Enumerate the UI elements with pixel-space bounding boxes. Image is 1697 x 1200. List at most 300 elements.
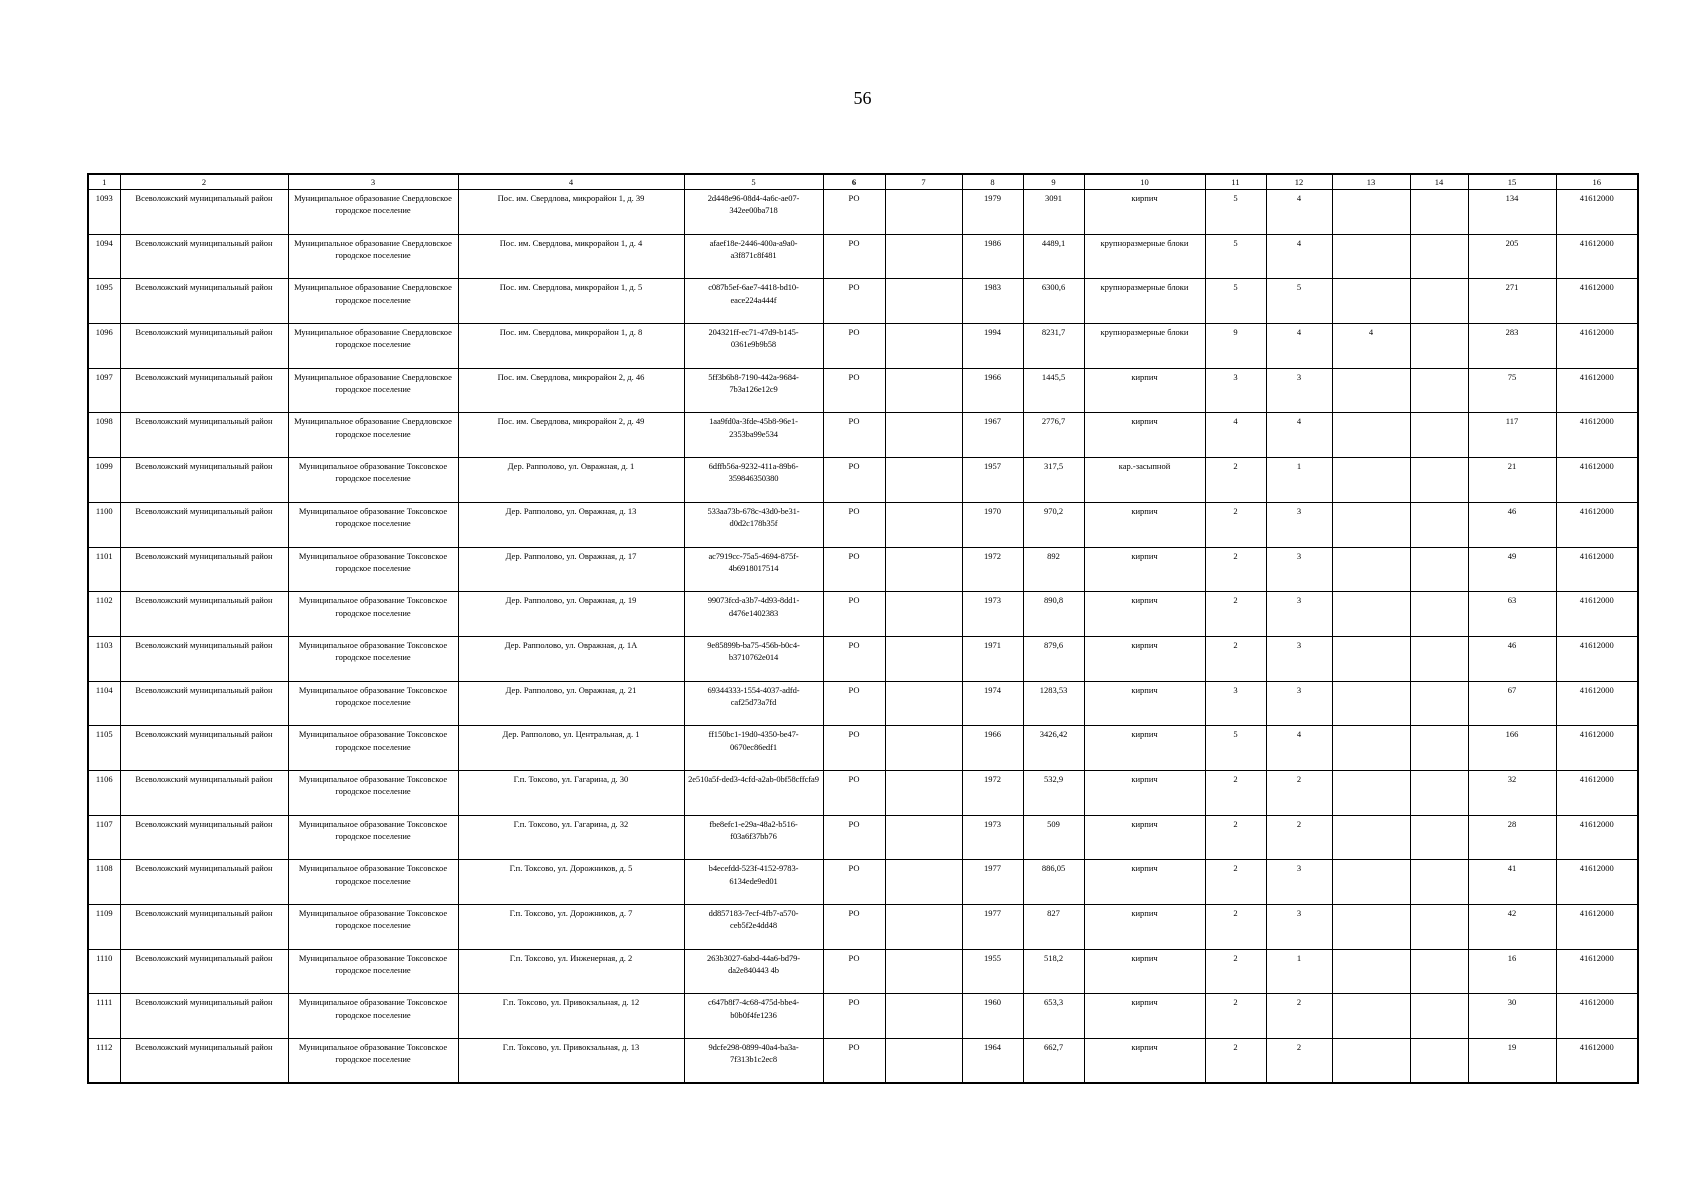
column-header-4: 4 xyxy=(458,174,684,190)
cell-col-14 xyxy=(1410,949,1468,994)
cell-row-number: 1099 xyxy=(88,458,120,503)
cell-address: Дер. Рапполово, ул. Овражная, д. 1 xyxy=(458,458,684,503)
cell-municipality: Муниципальное образование Токсовское городское поселение xyxy=(288,815,458,860)
cell-col-14 xyxy=(1410,905,1468,950)
cell-municipality: Муниципальное образование Токсовское городское поселение xyxy=(288,860,458,905)
cell-col-14 xyxy=(1410,681,1468,726)
cell-col-7 xyxy=(885,234,962,279)
cell-area: 653,3 xyxy=(1023,994,1084,1039)
table-row xyxy=(88,502,1638,547)
cell-ownership-type: РО xyxy=(823,860,885,905)
column-header-2: 2 xyxy=(120,174,288,190)
cell-area: 879,6 xyxy=(1023,636,1084,681)
cell-address: Дер. Рапполово, ул. Центральная, д. 1 xyxy=(458,726,684,771)
cell-year-built: 1973 xyxy=(962,592,1023,637)
cell-house-guid: 6dffb56a-9232-411a-89b6-359846350380 xyxy=(684,458,823,503)
cell-municipality: Муниципальное образование Свердловское городское поселение xyxy=(288,279,458,324)
cell-col-7 xyxy=(885,190,962,235)
cell-wall-material: кирпич xyxy=(1084,994,1205,1039)
cell-col-14 xyxy=(1410,234,1468,279)
cell-row-number: 1103 xyxy=(88,636,120,681)
cell-oktmo-code: 41612000 xyxy=(1556,860,1638,905)
table-row xyxy=(88,1039,1638,1084)
cell-oktmo-code: 41612000 xyxy=(1556,368,1638,413)
cell-row-number: 1108 xyxy=(88,860,120,905)
cell-address: Дер. Рапполово, ул. Овражная, д. 19 xyxy=(458,592,684,637)
cell-district: Всеволожский муниципальный район xyxy=(120,681,288,726)
cell-entrances: 3 xyxy=(1266,905,1332,950)
cell-address: Дер. Рапполово, ул. Овражная, д. 1А xyxy=(458,636,684,681)
cell-row-number: 1102 xyxy=(88,592,120,637)
housing-registry-table xyxy=(87,173,1639,1084)
cell-residents: 134 xyxy=(1468,190,1556,235)
cell-area: 518,2 xyxy=(1023,949,1084,994)
cell-municipality: Муниципальное образование Свердловское городское поселение xyxy=(288,190,458,235)
cell-floors: 5 xyxy=(1205,726,1266,771)
cell-col-7 xyxy=(885,860,962,905)
table-row xyxy=(88,636,1638,681)
cell-area: 8231,7 xyxy=(1023,324,1084,369)
cell-row-number: 1111 xyxy=(88,994,120,1039)
cell-ownership-type: РО xyxy=(823,190,885,235)
cell-year-built: 1970 xyxy=(962,502,1023,547)
cell-floors: 5 xyxy=(1205,190,1266,235)
cell-floors: 2 xyxy=(1205,949,1266,994)
table-row xyxy=(88,905,1638,950)
cell-floors: 3 xyxy=(1205,681,1266,726)
cell-wall-material: кирпич xyxy=(1084,547,1205,592)
cell-municipality: Муниципальное образование Свердловское городское поселение xyxy=(288,234,458,279)
cell-entrances: 4 xyxy=(1266,190,1332,235)
cell-ownership-type: РО xyxy=(823,324,885,369)
table-row xyxy=(88,770,1638,815)
cell-floors: 3 xyxy=(1205,368,1266,413)
cell-house-guid: c647b8f7-4c68-475d-bbe4-b0b0f4fe1236 xyxy=(684,994,823,1039)
cell-col-14 xyxy=(1410,368,1468,413)
cell-year-built: 1960 xyxy=(962,994,1023,1039)
cell-wall-material: кирпич xyxy=(1084,1039,1205,1084)
cell-address: Г.п. Токсово, ул. Привокзальная, д. 13 xyxy=(458,1039,684,1084)
cell-col-13 xyxy=(1332,949,1410,994)
cell-ownership-type: РО xyxy=(823,770,885,815)
cell-area: 892 xyxy=(1023,547,1084,592)
cell-house-guid: fbe8efc1-e29a-48a2-b516-f03a6f37bb76 xyxy=(684,815,823,860)
cell-wall-material: крупноразмерные блоки xyxy=(1084,234,1205,279)
cell-floors: 2 xyxy=(1205,458,1266,503)
cell-ownership-type: РО xyxy=(823,949,885,994)
cell-address: Г.п. Токсово, ул. Гагарина, д. 32 xyxy=(458,815,684,860)
cell-floors: 2 xyxy=(1205,770,1266,815)
cell-area: 6300,6 xyxy=(1023,279,1084,324)
cell-year-built: 1971 xyxy=(962,636,1023,681)
cell-year-built: 1972 xyxy=(962,770,1023,815)
column-header-14: 14 xyxy=(1410,174,1468,190)
table-row xyxy=(88,726,1638,771)
cell-col-13 xyxy=(1332,860,1410,905)
column-header-6: 6 xyxy=(823,174,885,190)
cell-row-number: 1097 xyxy=(88,368,120,413)
cell-residents: 19 xyxy=(1468,1039,1556,1084)
cell-col-7 xyxy=(885,636,962,681)
cell-col-13 xyxy=(1332,592,1410,637)
cell-year-built: 1983 xyxy=(962,279,1023,324)
cell-oktmo-code: 41612000 xyxy=(1556,636,1638,681)
cell-wall-material: крупноразмерные блоки xyxy=(1084,279,1205,324)
table-row xyxy=(88,815,1638,860)
cell-house-guid: ac7919cc-75a5-4694-875f-4b6918017514 xyxy=(684,547,823,592)
cell-entrances: 3 xyxy=(1266,368,1332,413)
cell-entrances: 3 xyxy=(1266,860,1332,905)
cell-residents: 28 xyxy=(1468,815,1556,860)
cell-row-number: 1107 xyxy=(88,815,120,860)
cell-district: Всеволожский муниципальный район xyxy=(120,815,288,860)
cell-col-7 xyxy=(885,592,962,637)
cell-year-built: 1974 xyxy=(962,681,1023,726)
cell-address: Г.п. Токсово, ул. Привокзальная, д. 12 xyxy=(458,994,684,1039)
table-row xyxy=(88,279,1638,324)
cell-residents: 46 xyxy=(1468,502,1556,547)
cell-col-14 xyxy=(1410,190,1468,235)
cell-entrances: 1 xyxy=(1266,458,1332,503)
cell-oktmo-code: 41612000 xyxy=(1556,994,1638,1039)
cell-municipality: Муниципальное образование Токсовское городское поселение xyxy=(288,592,458,637)
cell-area: 890,8 xyxy=(1023,592,1084,637)
cell-ownership-type: РО xyxy=(823,279,885,324)
cell-area: 532,9 xyxy=(1023,770,1084,815)
cell-col-13 xyxy=(1332,458,1410,503)
cell-district: Всеволожский муниципальный район xyxy=(120,458,288,503)
cell-col-14 xyxy=(1410,636,1468,681)
cell-entrances: 2 xyxy=(1266,815,1332,860)
table-row xyxy=(88,949,1638,994)
cell-year-built: 1977 xyxy=(962,905,1023,950)
cell-floors: 2 xyxy=(1205,1039,1266,1084)
cell-col-14 xyxy=(1410,592,1468,637)
cell-oktmo-code: 41612000 xyxy=(1556,547,1638,592)
cell-wall-material: кирпич xyxy=(1084,949,1205,994)
cell-district: Всеволожский муниципальный район xyxy=(120,636,288,681)
cell-oktmo-code: 41612000 xyxy=(1556,458,1638,503)
cell-floors: 2 xyxy=(1205,636,1266,681)
cell-col-14 xyxy=(1410,547,1468,592)
cell-col-13 xyxy=(1332,547,1410,592)
cell-entrances: 2 xyxy=(1266,770,1332,815)
cell-col-7 xyxy=(885,994,962,1039)
cell-area: 662,7 xyxy=(1023,1039,1084,1084)
cell-residents: 49 xyxy=(1468,547,1556,592)
cell-col-13 xyxy=(1332,502,1410,547)
cell-row-number: 1100 xyxy=(88,502,120,547)
cell-district: Всеволожский муниципальный район xyxy=(120,190,288,235)
cell-district: Всеволожский муниципальный район xyxy=(120,860,288,905)
cell-row-number: 1096 xyxy=(88,324,120,369)
cell-address: Дер. Рапполово, ул. Овражная, д. 13 xyxy=(458,502,684,547)
cell-entrances: 3 xyxy=(1266,547,1332,592)
column-header-13: 13 xyxy=(1332,174,1410,190)
cell-floors: 2 xyxy=(1205,592,1266,637)
cell-row-number: 1093 xyxy=(88,190,120,235)
cell-residents: 67 xyxy=(1468,681,1556,726)
cell-area: 4489,1 xyxy=(1023,234,1084,279)
cell-row-number: 1094 xyxy=(88,234,120,279)
cell-oktmo-code: 41612000 xyxy=(1556,905,1638,950)
cell-oktmo-code: 41612000 xyxy=(1556,726,1638,771)
cell-house-guid: 2d448e96-08d4-4a6c-ae07-342ee00ba718 xyxy=(684,190,823,235)
cell-address: Г.п. Токсово, ул. Дорожников, д. 5 xyxy=(458,860,684,905)
table-row xyxy=(88,368,1638,413)
cell-wall-material: кирпич xyxy=(1084,502,1205,547)
cell-oktmo-code: 41612000 xyxy=(1556,413,1638,458)
cell-col-14 xyxy=(1410,324,1468,369)
cell-house-guid: afaef18e-2446-400a-a9a0-a3f871c8f481 xyxy=(684,234,823,279)
cell-floors: 2 xyxy=(1205,860,1266,905)
cell-oktmo-code: 41612000 xyxy=(1556,949,1638,994)
cell-address: Дер. Рапполово, ул. Овражная, д. 17 xyxy=(458,547,684,592)
table-row xyxy=(88,547,1638,592)
cell-wall-material: кирпич xyxy=(1084,368,1205,413)
cell-col-7 xyxy=(885,681,962,726)
cell-col-14 xyxy=(1410,994,1468,1039)
cell-wall-material: кирпич xyxy=(1084,726,1205,771)
cell-area: 3091 xyxy=(1023,190,1084,235)
cell-residents: 205 xyxy=(1468,234,1556,279)
cell-col-13 xyxy=(1332,726,1410,771)
cell-address: Пос. им. Свердлова, микрорайон 1, д. 8 xyxy=(458,324,684,369)
cell-year-built: 1957 xyxy=(962,458,1023,503)
cell-ownership-type: РО xyxy=(823,815,885,860)
cell-address: Пос. им. Свердлова, микрорайон 2, д. 46 xyxy=(458,368,684,413)
cell-municipality: Муниципальное образование Токсовское городское поселение xyxy=(288,1039,458,1084)
cell-entrances: 1 xyxy=(1266,949,1332,994)
cell-oktmo-code: 41612000 xyxy=(1556,815,1638,860)
table-row xyxy=(88,234,1638,279)
cell-residents: 271 xyxy=(1468,279,1556,324)
cell-year-built: 1986 xyxy=(962,234,1023,279)
cell-municipality: Муниципальное образование Токсовское городское поселение xyxy=(288,949,458,994)
cell-wall-material: кирпич xyxy=(1084,815,1205,860)
cell-oktmo-code: 41612000 xyxy=(1556,681,1638,726)
cell-col-7 xyxy=(885,770,962,815)
cell-district: Всеволожский муниципальный район xyxy=(120,502,288,547)
cell-ownership-type: РО xyxy=(823,1039,885,1084)
cell-col-14 xyxy=(1410,279,1468,324)
cell-col-7 xyxy=(885,905,962,950)
cell-address: Дер. Рапполово, ул. Овражная, д. 21 xyxy=(458,681,684,726)
cell-municipality: Муниципальное образование Токсовское городское поселение xyxy=(288,636,458,681)
cell-col-13 xyxy=(1332,636,1410,681)
cell-district: Всеволожский муниципальный район xyxy=(120,726,288,771)
cell-district: Всеволожский муниципальный район xyxy=(120,994,288,1039)
cell-col-13 xyxy=(1332,815,1410,860)
cell-entrances: 2 xyxy=(1266,1039,1332,1084)
cell-wall-material: крупноразмерные блоки xyxy=(1084,324,1205,369)
cell-district: Всеволожский муниципальный район xyxy=(120,592,288,637)
cell-col-13: 4 xyxy=(1332,324,1410,369)
cell-residents: 41 xyxy=(1468,860,1556,905)
cell-floors: 5 xyxy=(1205,279,1266,324)
cell-residents: 16 xyxy=(1468,949,1556,994)
cell-col-14 xyxy=(1410,502,1468,547)
cell-ownership-type: РО xyxy=(823,636,885,681)
cell-row-number: 1110 xyxy=(88,949,120,994)
cell-ownership-type: РО xyxy=(823,368,885,413)
column-header-10: 10 xyxy=(1084,174,1205,190)
column-header-1: 1 xyxy=(88,174,120,190)
cell-residents: 75 xyxy=(1468,368,1556,413)
cell-col-7 xyxy=(885,547,962,592)
column-header-15: 15 xyxy=(1468,174,1556,190)
cell-residents: 63 xyxy=(1468,592,1556,637)
column-header-8: 8 xyxy=(962,174,1023,190)
cell-municipality: Муниципальное образование Токсовское городское поселение xyxy=(288,770,458,815)
cell-col-14 xyxy=(1410,860,1468,905)
cell-area: 509 xyxy=(1023,815,1084,860)
cell-residents: 117 xyxy=(1468,413,1556,458)
cell-wall-material: кирпич xyxy=(1084,413,1205,458)
cell-district: Всеволожский муниципальный район xyxy=(120,324,288,369)
cell-ownership-type: РО xyxy=(823,592,885,637)
cell-house-guid: b4ecefdd-523f-4152-9783-6134ede9ed01 xyxy=(684,860,823,905)
cell-col-7 xyxy=(885,502,962,547)
cell-ownership-type: РО xyxy=(823,458,885,503)
page-number: 56 xyxy=(853,88,872,108)
cell-entrances: 4 xyxy=(1266,413,1332,458)
cell-floors: 2 xyxy=(1205,547,1266,592)
cell-area: 1445,5 xyxy=(1023,368,1084,413)
cell-residents: 283 xyxy=(1468,324,1556,369)
column-header-12: 12 xyxy=(1266,174,1332,190)
cell-house-guid: 204321ff-ec71-47d9-b145-0361e9b9b58 xyxy=(684,324,823,369)
cell-wall-material: кирпич xyxy=(1084,592,1205,637)
cell-col-14 xyxy=(1410,770,1468,815)
table-row xyxy=(88,190,1638,235)
column-header-11: 11 xyxy=(1205,174,1266,190)
cell-wall-material: кар.-засыпной xyxy=(1084,458,1205,503)
cell-floors: 5 xyxy=(1205,234,1266,279)
cell-floors: 4 xyxy=(1205,413,1266,458)
cell-entrances: 4 xyxy=(1266,234,1332,279)
cell-district: Всеволожский муниципальный район xyxy=(120,279,288,324)
cell-district: Всеволожский муниципальный район xyxy=(120,547,288,592)
cell-oktmo-code: 41612000 xyxy=(1556,502,1638,547)
cell-year-built: 1967 xyxy=(962,413,1023,458)
cell-year-built: 1964 xyxy=(962,1039,1023,1084)
cell-municipality: Муниципальное образование Свердловское городское поселение xyxy=(288,413,458,458)
cell-row-number: 1106 xyxy=(88,770,120,815)
cell-col-13 xyxy=(1332,413,1410,458)
cell-house-guid: 9e85899b-ba75-456b-b0c4-b3710762e014 xyxy=(684,636,823,681)
cell-ownership-type: РО xyxy=(823,413,885,458)
cell-residents: 30 xyxy=(1468,994,1556,1039)
cell-year-built: 1966 xyxy=(962,726,1023,771)
table-row xyxy=(88,681,1638,726)
cell-municipality: Муниципальное образование Токсовское городское поселение xyxy=(288,502,458,547)
cell-address: Пос. им. Свердлова, микрорайон 1, д. 5 xyxy=(458,279,684,324)
cell-area: 970,2 xyxy=(1023,502,1084,547)
cell-house-guid: 2e510a5f-ded3-4cfd-a2ab-0bf58cffcfa9 xyxy=(684,770,823,815)
cell-ownership-type: РО xyxy=(823,681,885,726)
cell-residents: 21 xyxy=(1468,458,1556,503)
cell-municipality: Муниципальное образование Свердловское городское поселение xyxy=(288,324,458,369)
cell-col-7 xyxy=(885,324,962,369)
cell-entrances: 3 xyxy=(1266,636,1332,681)
cell-ownership-type: РО xyxy=(823,234,885,279)
cell-area: 1283,53 xyxy=(1023,681,1084,726)
cell-col-13 xyxy=(1332,1039,1410,1084)
cell-col-13 xyxy=(1332,905,1410,950)
cell-col-13 xyxy=(1332,994,1410,1039)
cell-col-14 xyxy=(1410,413,1468,458)
cell-house-guid: 69344333-1554-4037-adfd-caf25d73a7fd xyxy=(684,681,823,726)
cell-municipality: Муниципальное образование Токсовское городское поселение xyxy=(288,547,458,592)
cell-district: Всеволожский муниципальный район xyxy=(120,234,288,279)
cell-floors: 2 xyxy=(1205,815,1266,860)
cell-residents: 166 xyxy=(1468,726,1556,771)
cell-col-14 xyxy=(1410,815,1468,860)
cell-floors: 2 xyxy=(1205,994,1266,1039)
cell-col-7 xyxy=(885,458,962,503)
cell-floors: 9 xyxy=(1205,324,1266,369)
cell-house-guid: ff150bc1-19d0-4350-be47-0670ec86edf1 xyxy=(684,726,823,771)
column-header-16: 16 xyxy=(1556,174,1638,190)
cell-house-guid: 1aa9fd0a-3fde-45b8-96e1-2353ba99e534 xyxy=(684,413,823,458)
cell-district: Всеволожский муниципальный район xyxy=(120,368,288,413)
column-header-3: 3 xyxy=(288,174,458,190)
cell-wall-material: кирпич xyxy=(1084,770,1205,815)
cell-col-13 xyxy=(1332,681,1410,726)
header-row xyxy=(88,174,1638,190)
cell-entrances: 4 xyxy=(1266,726,1332,771)
cell-address: Г.п. Токсово, ул. Дорожников, д. 7 xyxy=(458,905,684,950)
cell-district: Всеволожский муниципальный район xyxy=(120,905,288,950)
cell-col-13 xyxy=(1332,190,1410,235)
cell-oktmo-code: 41612000 xyxy=(1556,279,1638,324)
column-header-5: 5 xyxy=(684,174,823,190)
cell-wall-material: кирпич xyxy=(1084,190,1205,235)
cell-district: Всеволожский муниципальный район xyxy=(120,413,288,458)
cell-ownership-type: РО xyxy=(823,905,885,950)
cell-wall-material: кирпич xyxy=(1084,905,1205,950)
cell-house-guid: 5ff3b6b8-7190-442a-9684-7b3a126e12c9 xyxy=(684,368,823,413)
cell-col-13 xyxy=(1332,234,1410,279)
cell-year-built: 1966 xyxy=(962,368,1023,413)
cell-wall-material: кирпич xyxy=(1084,636,1205,681)
cell-year-built: 1972 xyxy=(962,547,1023,592)
cell-address: Г.п. Токсово, ул. Инженерная, д. 2 xyxy=(458,949,684,994)
cell-residents: 42 xyxy=(1468,905,1556,950)
cell-year-built: 1994 xyxy=(962,324,1023,369)
cell-row-number: 1095 xyxy=(88,279,120,324)
cell-municipality: Муниципальное образование Токсовское городское поселение xyxy=(288,994,458,1039)
cell-col-7 xyxy=(885,949,962,994)
cell-row-number: 1109 xyxy=(88,905,120,950)
table-body xyxy=(88,190,1638,1084)
cell-col-7 xyxy=(885,1039,962,1084)
cell-col-14 xyxy=(1410,726,1468,771)
cell-area: 886,05 xyxy=(1023,860,1084,905)
cell-area: 317,5 xyxy=(1023,458,1084,503)
cell-entrances: 5 xyxy=(1266,279,1332,324)
cell-floors: 2 xyxy=(1205,502,1266,547)
cell-row-number: 1101 xyxy=(88,547,120,592)
cell-col-7 xyxy=(885,413,962,458)
cell-col-13 xyxy=(1332,368,1410,413)
cell-oktmo-code: 41612000 xyxy=(1556,324,1638,369)
cell-oktmo-code: 41612000 xyxy=(1556,1039,1638,1084)
cell-address: Пос. им. Свердлова, микрорайон 1, д. 39 xyxy=(458,190,684,235)
cell-oktmo-code: 41612000 xyxy=(1556,592,1638,637)
table-header xyxy=(88,174,1638,190)
